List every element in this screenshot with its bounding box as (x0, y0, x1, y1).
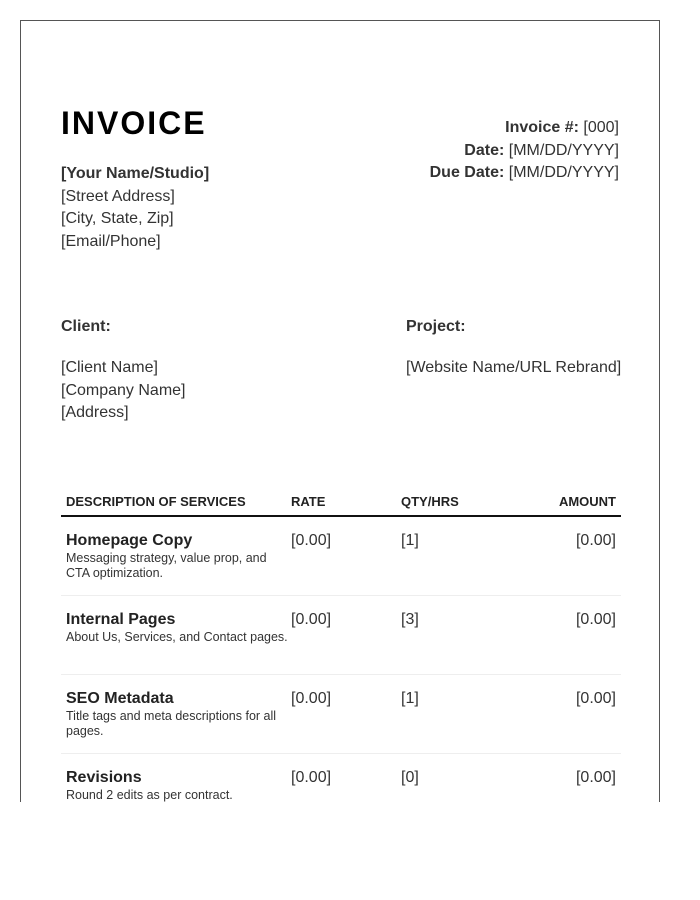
due-date-label: Due Date: (429, 164, 505, 181)
table-row (61, 675, 621, 754)
service-description: Title tags and meta descriptions for all pages. (66, 709, 277, 738)
row-amount: [0.00] (575, 611, 616, 628)
service-description: Messaging strategy, value prop, and CTA optimization. (66, 551, 267, 580)
row-qty: [0] (401, 769, 419, 786)
due-date-value: [MM/DD/YYYY] (508, 164, 619, 181)
invoice-date-label: Date: (464, 141, 505, 159)
client-name: [Client Name] (61, 359, 158, 376)
sender-street: [Street Address] (61, 187, 175, 205)
invoice-meta (430, 117, 619, 185)
table-row (61, 596, 621, 675)
service-title: SEO Metadata (66, 690, 174, 707)
invoice-number-label: Invoice #: (505, 119, 579, 136)
sender-city: [City, State, Zip] (61, 210, 174, 227)
row-rate: [0.00] (291, 611, 332, 628)
client-block (61, 357, 186, 425)
header-qty: QTY/HRS (401, 493, 459, 509)
row-qty: [3] (401, 611, 419, 628)
sender-name: [Your Name/Studio] (61, 165, 210, 182)
service-description: Round 2 edits as per contract. (66, 788, 233, 802)
service-title: Homepage Copy (66, 532, 193, 549)
project-label: Project: (406, 318, 466, 335)
invoice-number-line (430, 117, 619, 140)
row-qty: [1] (401, 690, 419, 707)
sender-contact: [Email/Phone] (61, 232, 161, 250)
services-table (61, 487, 621, 802)
row-qty: [1] (401, 532, 419, 549)
project-value: [Website Name/URL Rebrand] (406, 359, 622, 376)
invoice-page (20, 20, 660, 802)
row-amount: [0.00] (575, 532, 616, 549)
service-title: Revisions (66, 769, 142, 786)
table-header (61, 487, 621, 517)
client-company: [Company Name] (61, 381, 186, 399)
client-label: Client: (61, 318, 111, 335)
row-rate: [0.00] (291, 690, 332, 707)
row-rate: [0.00] (291, 532, 332, 549)
header-rate: RATE (291, 493, 326, 509)
row-description (61, 611, 291, 645)
row-description (61, 690, 291, 739)
table-row (61, 517, 621, 596)
row-amount: [0.00] (575, 769, 616, 786)
invoice-date-line (430, 140, 619, 163)
service-title: Internal Pages (66, 611, 176, 628)
row-description (61, 769, 291, 802)
table-row (61, 754, 621, 802)
row-rate: [0.00] (291, 769, 332, 786)
invoice-date-value: [MM/DD/YYYY] (508, 141, 619, 159)
header-amount: AMOUNT (558, 493, 616, 509)
row-amount: [0.00] (575, 690, 616, 707)
service-description: About Us, Services, and Contact pages. (66, 630, 288, 644)
client-address: [Address] (61, 404, 129, 421)
sender-block (61, 163, 209, 253)
invoice-title: INVOICE (61, 105, 207, 141)
header-description: DESCRIPTION OF SERVICES (66, 493, 246, 509)
invoice-number-value: [000] (583, 119, 619, 136)
invoice-due-line (430, 162, 619, 185)
row-description (61, 532, 291, 581)
